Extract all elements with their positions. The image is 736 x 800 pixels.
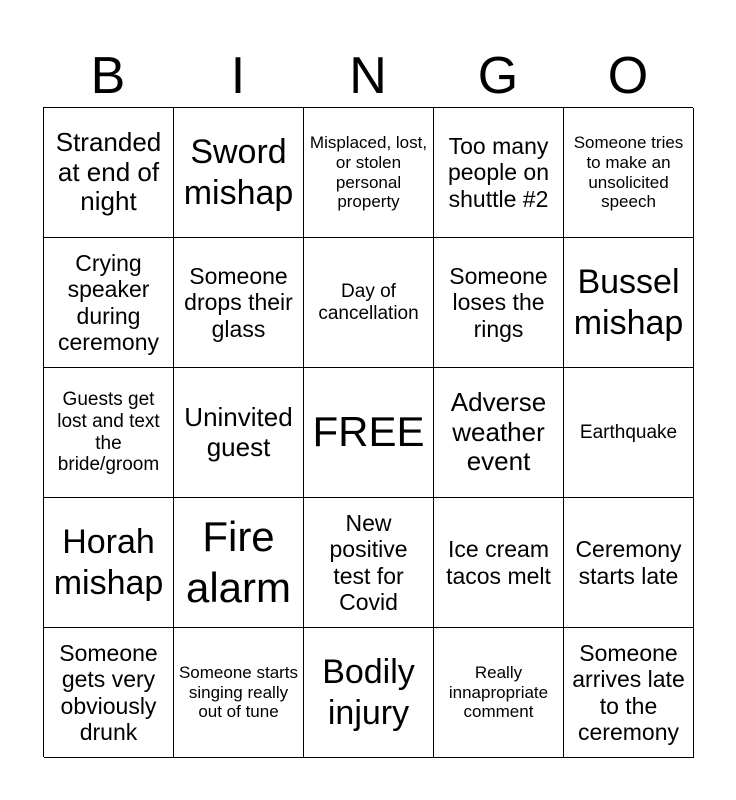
cell-text: Earthquake [579,421,678,443]
bingo-cell[interactable] [44,238,174,368]
cell-text: Someone drops their glass [184,262,293,342]
cell-text: Adverse weather event [450,386,547,477]
cell-text: Ice cream tacos melt [446,536,551,589]
header-letter-b: B [90,47,126,105]
bingo-cell[interactable] [434,498,564,628]
header-letter-n: N [349,47,387,105]
bingo-cell[interactable] [304,628,434,758]
cell-text: Too many people on shuttle #2 [447,132,550,212]
cell-text: Horah mishap [53,522,164,602]
bingo-cell[interactable] [174,368,304,498]
header-letter-i: I [230,47,246,105]
bingo-cell[interactable] [564,108,694,238]
bingo-header [43,44,693,108]
cell-text: Crying speaker during ceremony [58,249,159,355]
bingo-board [43,107,693,757]
cell-text: Bodily injury [322,652,415,732]
bingo-cell[interactable] [174,498,304,628]
cell-text: Someone arrives late to the ceremony [572,639,685,745]
bingo-cell[interactable] [174,238,304,368]
bingo-cell[interactable] [434,238,564,368]
free-space-text: FREE [312,408,425,456]
bingo-cell[interactable] [44,108,174,238]
cell-text: Really innapropriate comment [448,663,549,722]
header-letter-o: O [607,47,649,105]
bingo-cell[interactable] [174,628,304,758]
bingo-cell[interactable] [564,498,694,628]
bingo-cell[interactable] [44,498,174,628]
cell-text: Guests get lost and text the bride/groom [57,388,160,476]
cell-text: Stranded at end of night [55,126,162,217]
bingo-cell[interactable] [44,628,174,758]
cell-text: Ceremony starts late [575,536,682,589]
cell-text: Someone tries to make an unsolicited speech [573,133,684,212]
header-letter-g: G [477,47,519,105]
cell-text: Someone gets very obviously drunk [59,639,158,745]
cell-text: Someone starts singing really out of tune [178,663,299,722]
free-space-cell[interactable] [304,368,434,498]
cell-text: Sword mishap [183,132,294,212]
bingo-cell[interactable] [174,108,304,238]
bingo-cell[interactable] [304,238,434,368]
cell-text: Bussel mishap [573,262,684,342]
cell-text: New positive test for Covid [329,509,408,615]
bingo-cell[interactable] [564,238,694,368]
bingo-cell[interactable] [434,108,564,238]
bingo-cell[interactable] [304,108,434,238]
bingo-cell[interactable] [304,498,434,628]
cell-text: Someone loses the rings [449,262,548,342]
cell-text: Uninvited guest [184,401,293,462]
bingo-cell[interactable] [564,628,694,758]
cell-text: Day of cancellation [318,280,419,324]
bingo-cell[interactable] [564,368,694,498]
bingo-cell[interactable] [434,368,564,498]
bingo-cell[interactable] [434,628,564,758]
cell-text: Fire alarm [185,513,292,611]
cell-text: Misplaced, lost, or stolen personal property [309,133,428,212]
bingo-cell[interactable] [44,368,174,498]
